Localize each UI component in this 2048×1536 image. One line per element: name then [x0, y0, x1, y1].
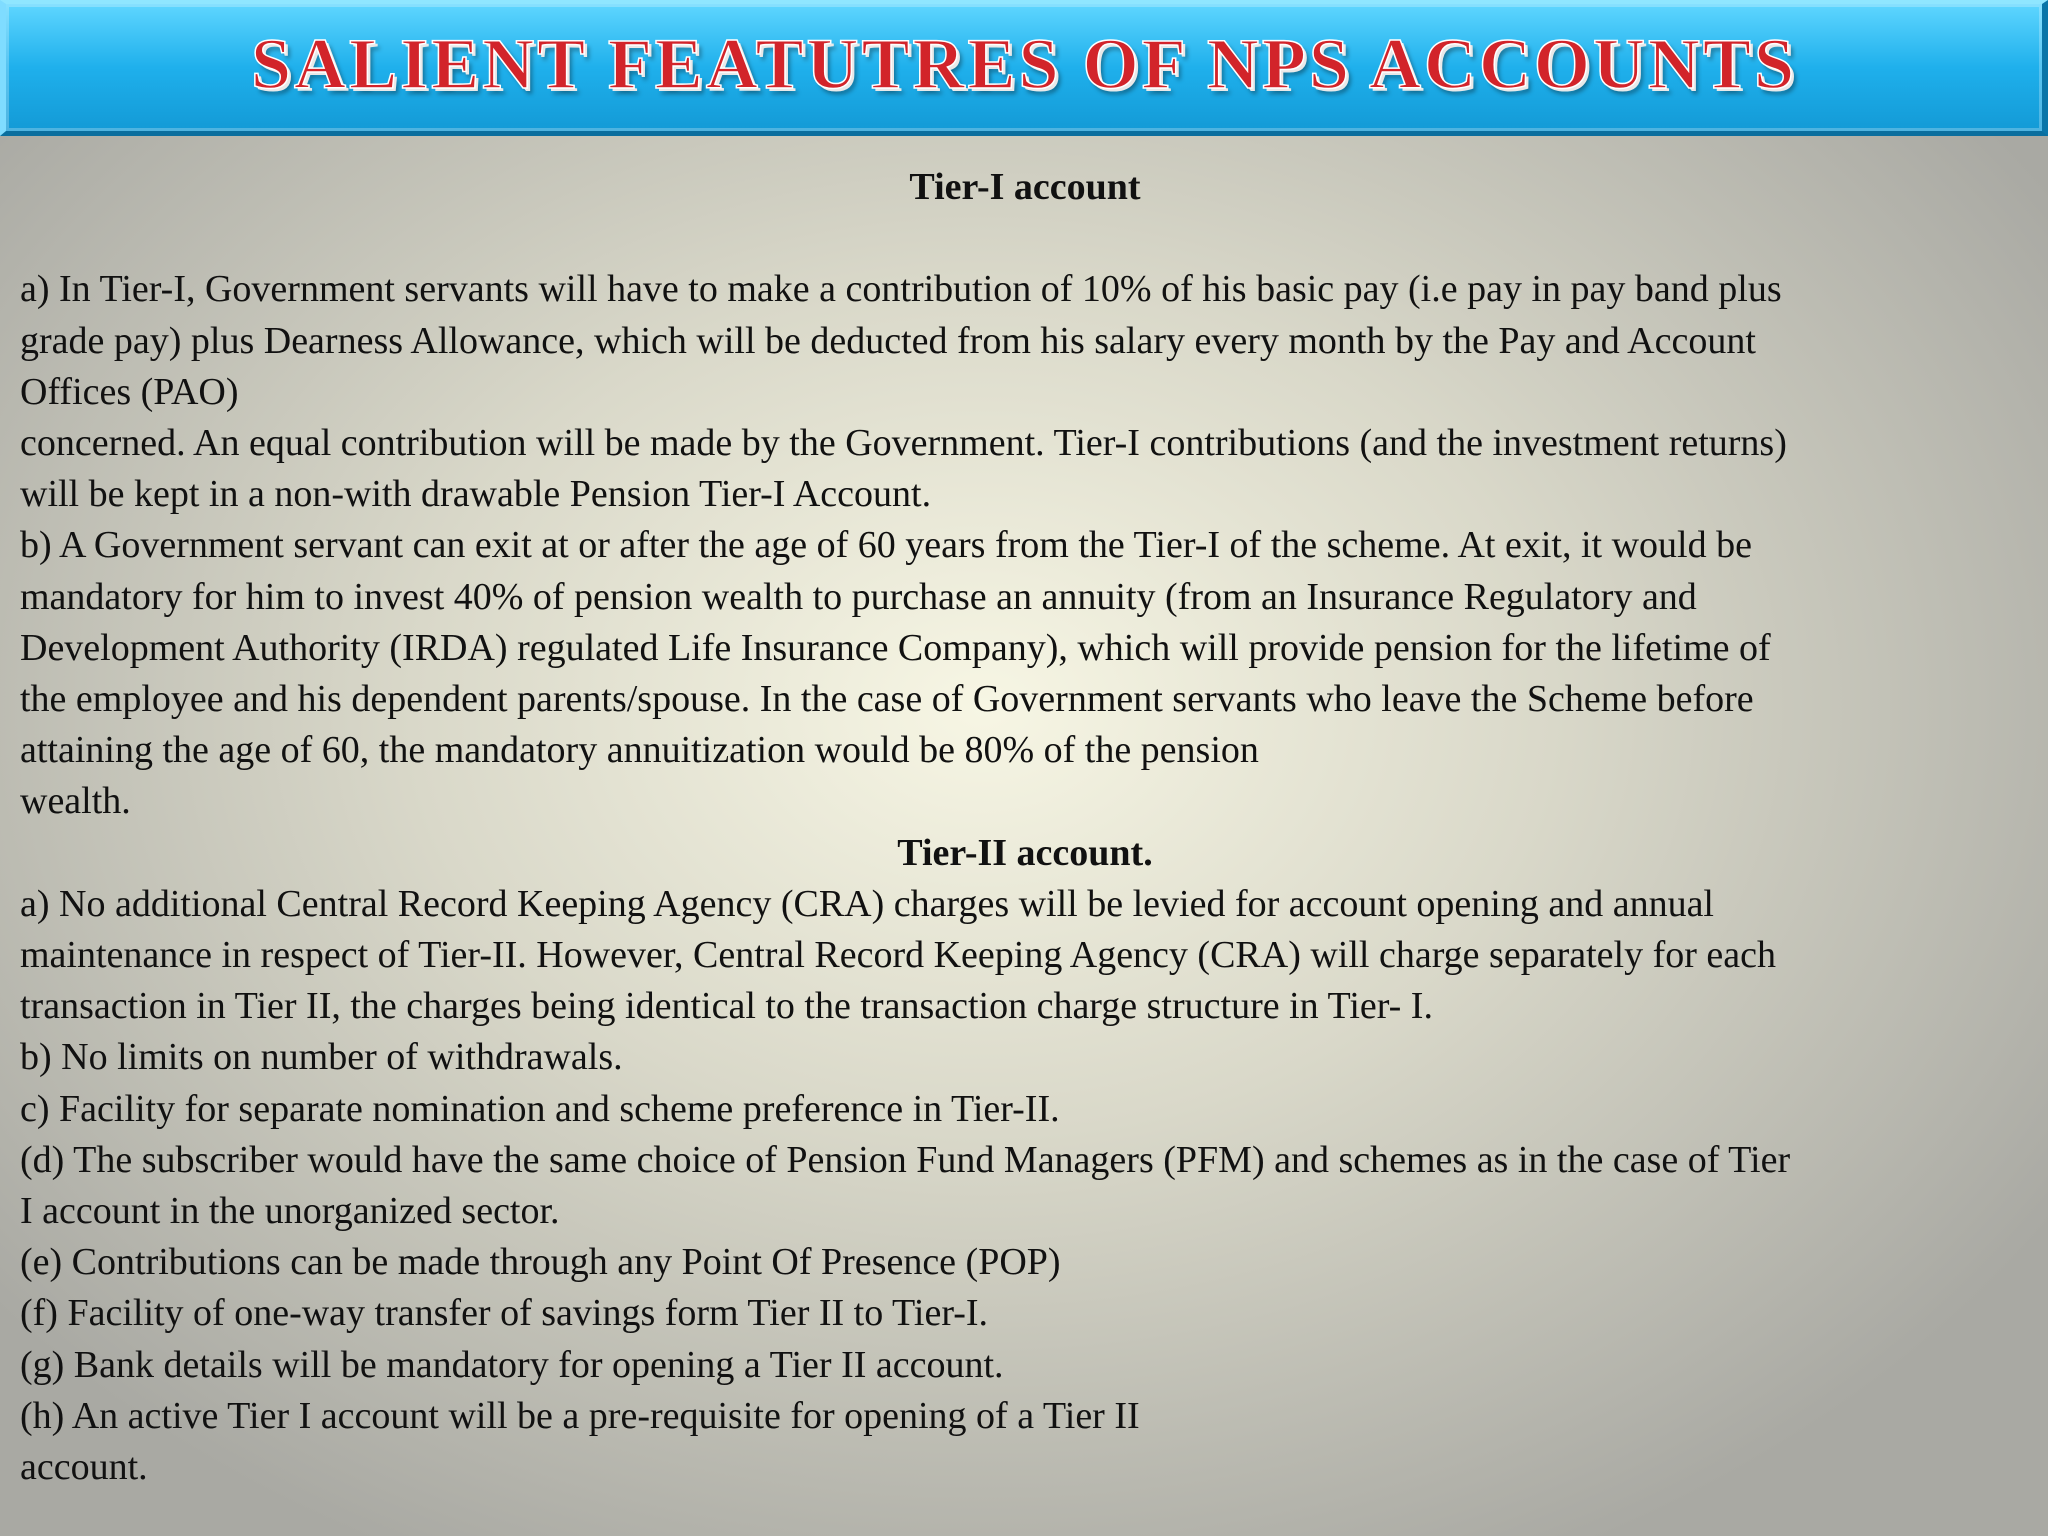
tier2-line: maintenance in respect of Tier-II. However, Central Record Keeping Agency (CRA) will charge separately for each	[20, 934, 1776, 977]
slide-body	[20, 162, 2030, 1493]
spacer	[20, 213, 2030, 264]
slide-title: SALIENT FEATUTRES OF NPS ACCOUNTS	[251, 24, 1797, 104]
tier2-line: b) No limits on number of withdrawals.	[20, 1036, 623, 1079]
tier1-line: Offices (PAO)	[20, 370, 239, 413]
tier1-line: grade pay) plus Dearness Allowance, which will be deducted from his salary every month by the Pay and Account	[20, 319, 1756, 362]
tier2-line: c) Facility for separate nomination and scheme preference in Tier-II.	[20, 1087, 1060, 1130]
tier2-line: (h) An active Tier I account will be a pre-requisite for opening of a Tier II	[20, 1394, 1140, 1437]
tier2-heading: Tier-II account.	[897, 831, 1153, 874]
tier2-line: account.	[20, 1446, 148, 1489]
title-banner	[0, 0, 2048, 136]
tier1-line: a) In Tier-I, Government servants will have to make a contribution of 10% of his basic pay (i.e pay in pay band plus	[20, 268, 1782, 311]
tier1-line: attaining the age of 60, the mandatory annuitization would be 80% of the pension	[20, 729, 1259, 772]
tier1-line: the employee and his dependent parents/spouse. In the case of Government servants who leave the Scheme before	[20, 678, 1754, 721]
tier2-line: a) No additional Central Record Keeping Agency (CRA) charges will be levied for account opening and annual	[20, 882, 1714, 925]
tier2-line: (g) Bank details will be mandatory for opening a Tier II account.	[20, 1343, 1004, 1386]
tier1-line: mandatory for him to invest 40% of pension wealth to purchase an annuity (from an Insurance Regulatory and	[20, 575, 1697, 618]
tier1-line: will be kept in a non-with drawable Pension Tier-I Account.	[20, 473, 932, 516]
tier1-line: concerned. An equal contribution will be made by the Government. Tier-I contributions (and the investment returns)	[20, 422, 1787, 464]
tier1-line: b) A Government servant can exit at or after the age of 60 years from the Tier-I of the scheme. At exit, it would be	[20, 524, 1752, 567]
tier1-line: wealth.	[20, 780, 131, 823]
tier2-line: (e) Contributions can be made through any Point Of Presence (POP)	[20, 1241, 1061, 1284]
tier1-heading: Tier-I account	[909, 166, 1141, 208]
tier2-line: I account in the unorganized sector.	[20, 1190, 560, 1233]
tier2-line: (f) Facility of one-way transfer of savings form Tier II to Tier-I.	[20, 1292, 989, 1335]
tier2-line: transaction in Tier II, the charges being identical to the transaction charge structure in Tier- I.	[20, 985, 1433, 1028]
tier2-line: (d) The subscriber would have the same choice of Pension Fund Managers (PFM) and schemes as in the case of Tier	[20, 1138, 1791, 1181]
tier1-line: Development Authority (IRDA) regulated Life Insurance Company), which will provide pension for the lifetime of	[20, 626, 1771, 669]
